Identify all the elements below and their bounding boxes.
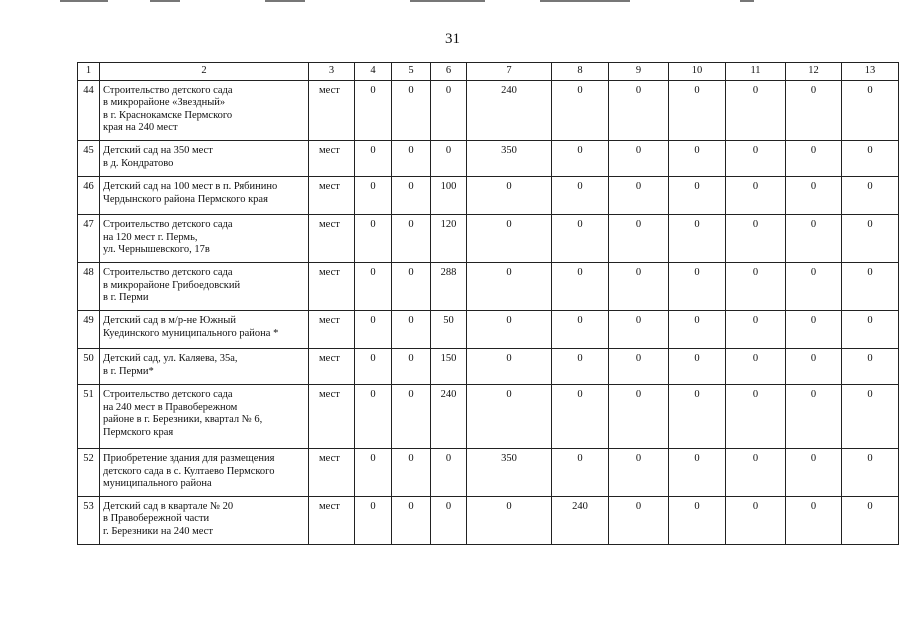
value-cell: 0: [726, 262, 786, 310]
row-number: 50: [78, 348, 100, 384]
value-cell: 0: [669, 348, 726, 384]
value-cell: 0: [609, 448, 669, 496]
value-cell: 0: [842, 80, 899, 140]
value-cell: 0: [431, 140, 467, 176]
object-name-line: Чердынского района Пермского края: [103, 193, 268, 205]
object-name-line: Пермского края: [103, 426, 174, 438]
value-cell: 0: [392, 448, 431, 496]
value-cell: 0: [786, 448, 842, 496]
object-name-line: Строительство детского сада: [103, 266, 233, 278]
value-cell: 0: [609, 384, 669, 448]
object-name-line: в г. Перми*: [103, 365, 154, 377]
value-cell: 0: [669, 214, 726, 262]
row-number: 46: [78, 176, 100, 214]
value-cell: 0: [726, 310, 786, 348]
object-name-line: муниципального района: [103, 478, 212, 490]
value-cell: 0: [726, 140, 786, 176]
unit: мест: [309, 262, 355, 310]
row-number: 49: [78, 310, 100, 348]
value-cell: 0: [431, 496, 467, 544]
value-cell: 0: [786, 384, 842, 448]
value-cell: 350: [467, 140, 552, 176]
object-name: [100, 80, 309, 140]
value-cell: 0: [786, 80, 842, 140]
value-cell: 0: [355, 348, 392, 384]
object-name-line: в микрорайоне «Звездный»: [103, 97, 226, 109]
value-cell: 0: [467, 262, 552, 310]
value-cell: 0: [552, 214, 609, 262]
value-cell: 0: [392, 80, 431, 140]
value-cell: 0: [552, 176, 609, 214]
table-row: [78, 496, 899, 544]
row-number: 53: [78, 496, 100, 544]
object-name-line: Приобретение здания для размещения: [103, 452, 275, 464]
row-number: 44: [78, 80, 100, 140]
value-cell: 0: [726, 176, 786, 214]
object-name: [100, 214, 309, 262]
value-cell: 0: [467, 496, 552, 544]
value-cell: 0: [726, 80, 786, 140]
row-number: 47: [78, 214, 100, 262]
value-cell: 0: [842, 176, 899, 214]
object-name-line: в г. Перми: [103, 292, 149, 304]
unit: мест: [309, 384, 355, 448]
column-number-10: 10: [669, 63, 726, 81]
value-cell: 240: [467, 80, 552, 140]
value-cell: 0: [786, 214, 842, 262]
object-name: [100, 448, 309, 496]
object-name: [100, 262, 309, 310]
value-cell: 0: [467, 348, 552, 384]
value-cell: 350: [467, 448, 552, 496]
value-cell: 0: [392, 262, 431, 310]
value-cell: 0: [467, 214, 552, 262]
value-cell: 0: [355, 496, 392, 544]
object-name: [100, 348, 309, 384]
value-cell: 0: [842, 384, 899, 448]
value-cell: 0: [842, 348, 899, 384]
object-name-line: в д. Кондратово: [103, 157, 174, 169]
object-name-line: районе в г. Березники, квартал № 6,: [103, 414, 263, 426]
column-number-3: 3: [309, 63, 355, 81]
unit: мест: [309, 176, 355, 214]
table-row: [78, 140, 899, 176]
object-name-line: на 120 мест г. Пермь,: [103, 231, 198, 243]
unit: мест: [309, 348, 355, 384]
value-cell: 0: [355, 310, 392, 348]
value-cell: 0: [467, 384, 552, 448]
value-cell: 0: [669, 310, 726, 348]
table-row: [78, 348, 899, 384]
value-cell: 0: [392, 176, 431, 214]
object-name-line: Строительство детского сада: [103, 84, 233, 96]
value-cell: 240: [431, 384, 467, 448]
row-number: 51: [78, 384, 100, 448]
value-cell: 0: [467, 176, 552, 214]
table-row: [78, 80, 899, 140]
value-cell: 0: [431, 448, 467, 496]
value-cell: 0: [609, 262, 669, 310]
value-cell: 150: [431, 348, 467, 384]
value-cell: 0: [355, 140, 392, 176]
column-number-12: 12: [786, 63, 842, 81]
value-cell: 0: [392, 348, 431, 384]
value-cell: 0: [355, 80, 392, 140]
object-name: [100, 384, 309, 448]
value-cell: 50: [431, 310, 467, 348]
column-number-1: 1: [78, 63, 100, 81]
unit: мест: [309, 496, 355, 544]
value-cell: 0: [842, 214, 899, 262]
object-name-line: Детский сад в м/р-не Южный: [103, 314, 236, 326]
object-name-line: Куединского муниципального района *: [103, 327, 279, 339]
value-cell: 288: [431, 262, 467, 310]
value-cell: 240: [552, 496, 609, 544]
value-cell: 0: [786, 262, 842, 310]
value-cell: 0: [842, 262, 899, 310]
table-row: [78, 214, 899, 262]
column-number-5: 5: [392, 63, 431, 81]
row-number: 52: [78, 448, 100, 496]
value-cell: 0: [669, 176, 726, 214]
value-cell: 0: [552, 384, 609, 448]
object-name-line: Детский сад на 350 мест: [103, 144, 213, 156]
value-cell: 0: [726, 214, 786, 262]
value-cell: 0: [609, 214, 669, 262]
unit: мест: [309, 80, 355, 140]
row-number: 48: [78, 262, 100, 310]
value-cell: 0: [552, 80, 609, 140]
object-name-line: Детский сад в квартале № 20: [103, 500, 234, 512]
value-cell: 0: [392, 384, 431, 448]
object-name-line: в микрорайоне Грибоедовский: [103, 279, 241, 291]
object-name: [100, 140, 309, 176]
value-cell: 0: [355, 176, 392, 214]
table-row: [78, 384, 899, 448]
column-number-11: 11: [726, 63, 786, 81]
column-number-8: 8: [552, 63, 609, 81]
value-cell: 0: [609, 310, 669, 348]
value-cell: 0: [786, 140, 842, 176]
value-cell: 0: [392, 496, 431, 544]
table-row: [78, 310, 899, 348]
scan-top-edge-marks: [0, 0, 905, 4]
value-cell: 0: [669, 80, 726, 140]
column-number-6: 6: [431, 63, 467, 81]
object-name-line: ул. Чернышевского, 17в: [103, 244, 210, 256]
column-number-4: 4: [355, 63, 392, 81]
value-cell: 0: [552, 348, 609, 384]
value-cell: 0: [842, 448, 899, 496]
row-number: 45: [78, 140, 100, 176]
value-cell: 0: [669, 496, 726, 544]
unit: мест: [309, 214, 355, 262]
value-cell: 0: [726, 384, 786, 448]
value-cell: 0: [355, 448, 392, 496]
object-name-line: Детский сад на 100 мест в п. Рябинино: [103, 180, 278, 192]
unit: мест: [309, 310, 355, 348]
column-number-7: 7: [467, 63, 552, 81]
value-cell: 0: [431, 80, 467, 140]
object-name-line: Детский сад, ул. Каляева, 35а,: [103, 352, 238, 364]
value-cell: 0: [552, 262, 609, 310]
page-number: 31: [445, 31, 460, 47]
value-cell: 0: [726, 496, 786, 544]
table-row: [78, 262, 899, 310]
object-name-line: в Правобережной части: [103, 513, 210, 525]
value-cell: 0: [355, 262, 392, 310]
value-cell: 0: [842, 496, 899, 544]
value-cell: 0: [609, 140, 669, 176]
object-name-line: Строительство детского сада: [103, 218, 233, 230]
value-cell: 0: [355, 214, 392, 262]
object-name-line: г. Березники на 240 мест: [103, 525, 213, 537]
value-cell: 0: [786, 496, 842, 544]
object-name-line: Строительство детского сада: [103, 388, 233, 400]
data-table: [77, 62, 899, 545]
value-cell: 120: [431, 214, 467, 262]
value-cell: 0: [609, 348, 669, 384]
value-cell: 0: [392, 214, 431, 262]
column-number-9: 9: [609, 63, 669, 81]
value-cell: 0: [552, 448, 609, 496]
object-name-line: края на 240 мест: [103, 122, 178, 134]
unit: мест: [309, 140, 355, 176]
value-cell: 0: [786, 176, 842, 214]
value-cell: 0: [552, 140, 609, 176]
value-cell: 0: [786, 348, 842, 384]
value-cell: 0: [786, 310, 842, 348]
table-row: [78, 176, 899, 214]
value-cell: 0: [669, 448, 726, 496]
value-cell: 0: [842, 140, 899, 176]
object-name: [100, 310, 309, 348]
value-cell: 0: [609, 80, 669, 140]
value-cell: 0: [609, 176, 669, 214]
value-cell: 0: [467, 310, 552, 348]
value-cell: 100: [431, 176, 467, 214]
value-cell: 0: [669, 384, 726, 448]
value-cell: 0: [726, 448, 786, 496]
value-cell: 0: [552, 310, 609, 348]
value-cell: 0: [392, 140, 431, 176]
header-row: [78, 63, 899, 81]
column-number-2: 2: [100, 63, 309, 81]
value-cell: 0: [669, 140, 726, 176]
object-name: [100, 496, 309, 544]
value-cell: 0: [669, 262, 726, 310]
value-cell: 0: [392, 310, 431, 348]
object-name: [100, 176, 309, 214]
value-cell: 0: [842, 310, 899, 348]
value-cell: 0: [726, 348, 786, 384]
object-name-line: детского сада в с. Култаево Пермского: [103, 465, 275, 477]
unit: мест: [309, 448, 355, 496]
column-number-13: 13: [842, 63, 899, 81]
value-cell: 0: [609, 496, 669, 544]
object-name-line: на 240 мест в Правобережном: [103, 401, 238, 413]
table-row: [78, 448, 899, 496]
object-name-line: в г. Краснокамске Пермского: [103, 109, 233, 121]
value-cell: 0: [355, 384, 392, 448]
